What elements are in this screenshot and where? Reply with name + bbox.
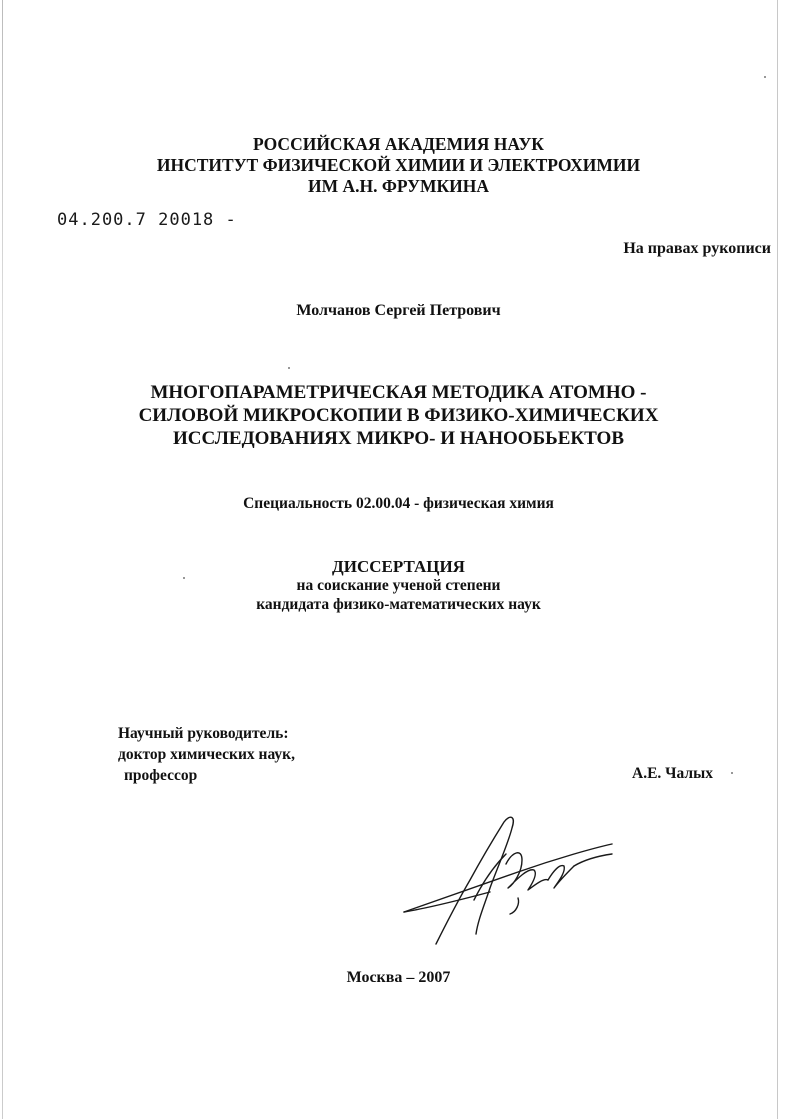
title-line-1: МНОГОПАРАМЕТРИЧЕСКАЯ МЕТОДИКА АТОМНО - <box>150 382 647 403</box>
rights-note: На правах рукописи <box>623 240 771 257</box>
institution-line-2: ИНСТИТУТ ФИЗИЧЕСКОЙ ХИМИИ И ЭЛЕКТРОХИМИИ <box>156 155 641 175</box>
degree-line-2: кандидата физико-математических наук <box>256 596 541 613</box>
handwritten-signature-icon <box>398 808 624 958</box>
degree-block <box>0 557 797 614</box>
author-name: Молчанов Сергей Петрович <box>296 302 501 319</box>
institution-line-3: ИМ А.Н. ФРУМКИНА <box>307 176 490 196</box>
supervisor-label: Научный руководитель: <box>118 725 289 742</box>
scan-speck <box>288 367 290 369</box>
supervisor-rank: профессор <box>124 767 198 784</box>
supervisor-name: А.Е. Чалых <box>632 765 713 782</box>
degree-heading: ДИССЕРТАЦИЯ <box>332 557 465 576</box>
scan-speck <box>764 76 766 78</box>
title-line-3: ИССЛЕДОВАНИЯХ МИКРО- И НАНООБЬЕКТОВ <box>172 428 625 449</box>
institution-line-1: РОССИЙСКАЯ АКАДЕМИЯ НАУК <box>253 134 544 154</box>
supervisor-degree: доктор химических наук, <box>118 746 295 763</box>
dissertation-title <box>0 381 797 450</box>
registration-stamp-number: 04.200.7 20018 - <box>57 210 237 230</box>
scan-speck <box>731 772 733 774</box>
title-line-2: СИЛОВОЙ МИКРОСКОПИИ В ФИЗИКО-ХИМИЧЕСКИХ <box>138 405 659 426</box>
scan-speck <box>183 577 185 579</box>
degree-line-1: на соискание ученой степени <box>296 577 501 594</box>
supervisor-block <box>118 723 295 786</box>
institution-header <box>0 134 797 197</box>
city-year: Москва – 2007 <box>346 969 451 986</box>
specialty: Специальность 02.00.04 - физическая химия <box>243 495 554 512</box>
